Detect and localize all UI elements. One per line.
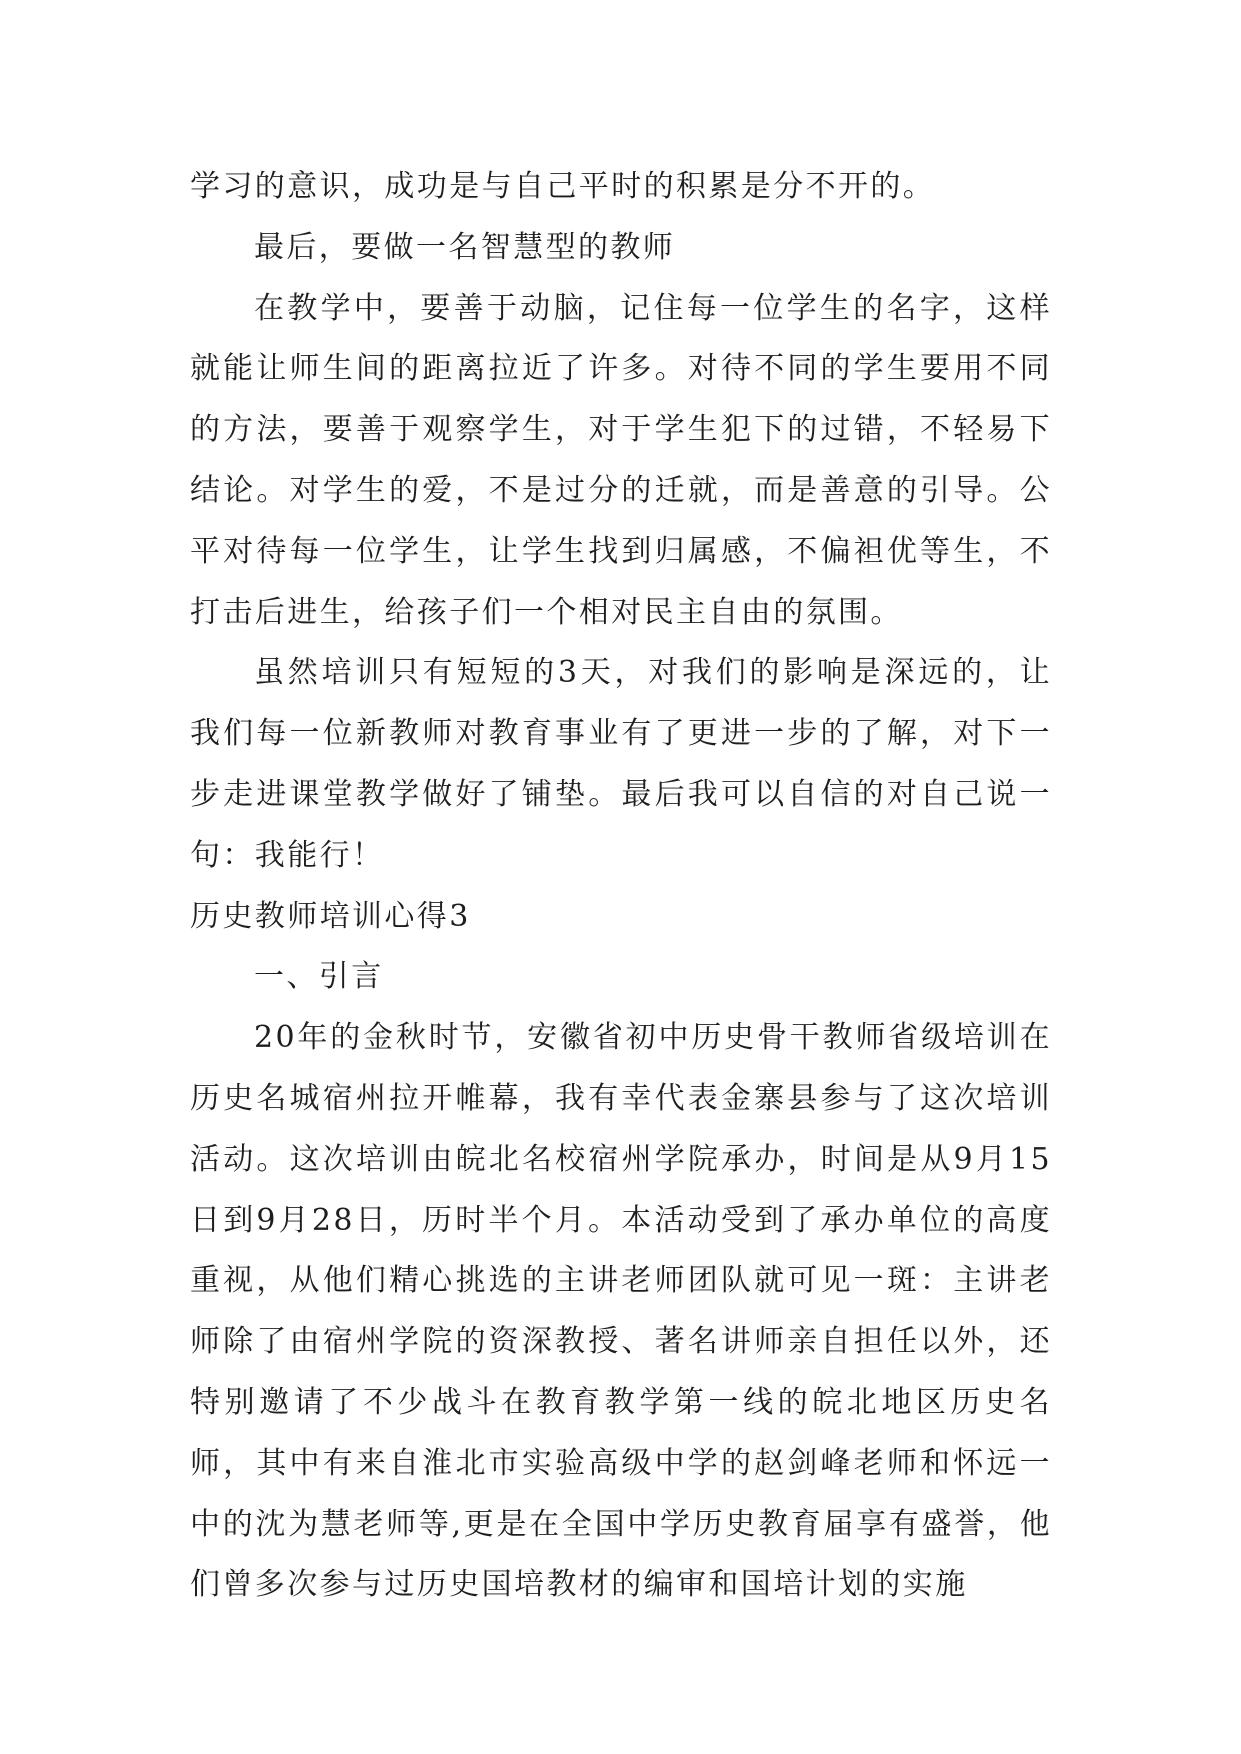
paragraph-section-heading: 最后，要做一名智慧型的教师	[254, 229, 676, 265]
paragraph-section-heading: 一、引言	[254, 959, 384, 995]
paragraph-continuation: 学习的意识，成功是与自己平时的积累是分不开的。	[190, 169, 936, 204]
document-body	[190, 157, 1052, 1616]
paragraph-body: 20年的金秋时节，安徽省初中历史骨干教师省级培训在历史名城宿州拉开帷幕，我有幸代表金寨县参与了这次培训活动。这次培训由皖北名校宿州学院承办，时间是从9月15日到9月28日，历时半个月。本活动受到了承办单位的高度重视，从他们精心挑选的主讲老师团队就可见一斑：主讲老师除了由宿州学院的资深教授、著名讲师亲自担任以外，还特别邀请了不少战斗在教育教学第一线的皖北地区历史名师，其中有来自淮北市实验高级中学的赵剑峰老师和怀远一中的沈为慧老师等,更是在全国中学历史教育届享有盛誉，他们曾多次参与过历史国培教材的编审和国培计划的实施	[190, 1020, 1052, 1603]
paragraph-body: 虽然培训只有短短的3天，对我们的影响是深远的，让我们每一位新教师对教育事业有了更进一步的了解，对下一步走进课堂教学做好了铺垫。最后我可以自信的对自己说一句：我能行！	[190, 655, 1052, 873]
paragraph-body: 在教学中，要善于动脑，记住每一位学生的名字，这样就能让师生间的距离拉近了许多。对待不同的学生要用不同的方法，要善于观察学生，对于学生犯下的过错，不轻易下结论。对学生的爱，不是过分的迁就，而是善意的引导。公平对待每一位学生，让学生找到归属感，不偏袒优等生，不打击后进生，给孩子们一个相对民主自由的氛围。	[190, 290, 1052, 630]
document-title: 历史教师培训心得3	[190, 898, 471, 934]
